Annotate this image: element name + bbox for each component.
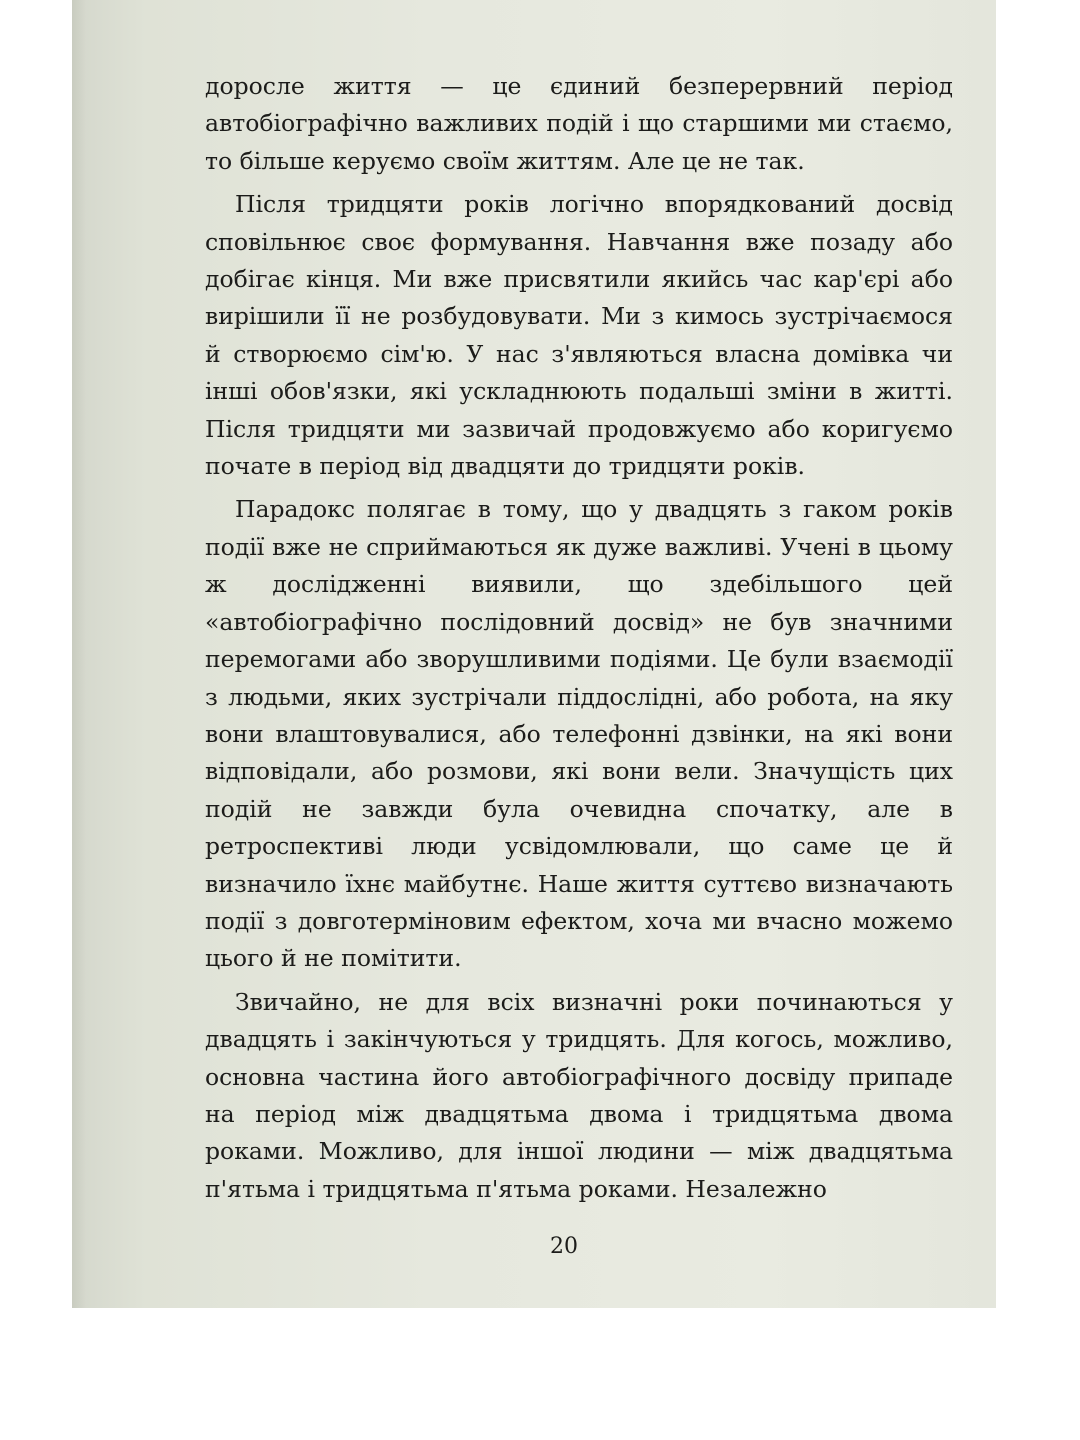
paragraph-4: Звичайно, не для всіх визначні роки починаються у двадцять і закінчуються у тридцять. Для когось, можливо, основна частина його автобіографічного досвіду припаде на період між двадцятьма двома і тридцятьма двома роками. Можливо, для іншої людини — між двадцятьма п'ятьма і тридцятьма п'ятьма роками. Незалежно	[205, 987, 953, 1203]
paragraph-1: доросле життя — це єдиний безперервний період автобіографічно важливих подій і що старшими ми стаємо, то більше керуємо своїм життям. Але це не так.	[205, 72, 953, 175]
page-edge-shadow	[72, 0, 86, 1308]
book-page	[72, 0, 996, 1308]
paragraph-2: Після тридцяти років логічно впорядкований досвід сповільнює своє формування. Навчання вже позаду або добігає кінця. Ми вже присвятили якийсь час кар'єрі або вирішили її не розбудовувати. Ми з кимось зустрічаємося й створюємо сім'ю. У нас з'являються власна домівка чи інші обов'язки, які ускладнюють подальші зміни в житті. Після тридцяти ми зазвичай продовжуємо або коригуємо почате в період від двадцяти до тридцяти років.	[205, 190, 953, 481]
page-number: 20	[550, 1234, 578, 1259]
body-text	[205, 68, 953, 1214]
paragraph-3: Парадокс полягає в тому, що у двадцять з гаком років події вже не сприймаються як дуже важливі. Учені в цьому ж дослідженні виявили, що здебільшого цей «автобіографічно послідовний досвід» не був значними перемогами або зворушливими подіями. Це були взаємодії з людьми, яких зустрічали піддослідні, або робота, на яку вони влаштовувалися, або телефонні дзвінки, на які вони відповідали, або розмови, які вони вели. Значущість цих подій не завжди була очевидна спочатку, але в ретроспективі люди усвідомлювали, що саме це й визначило їхнє майбутнє. Наше життя суттєво визначають події з довготерміновим ефектом, хоча ми вчасно можемо цього й не помітити.	[205, 495, 953, 973]
